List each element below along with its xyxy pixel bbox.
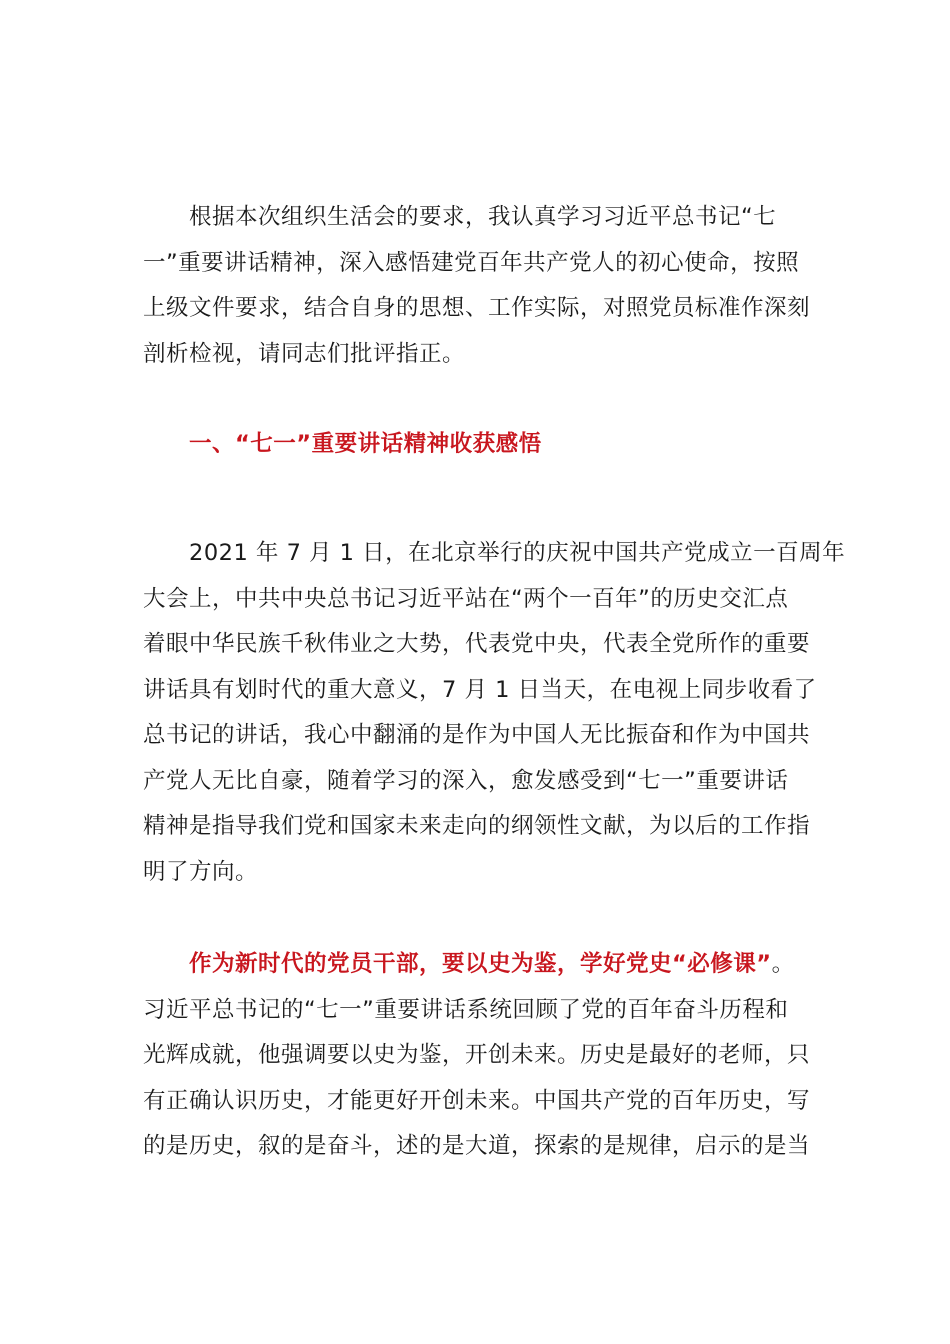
paragraph-line: 明了方向。: [143, 858, 259, 885]
paragraph-line: 精神是指导我们党和国家未来走向的纲领性文献，为以后的工作指: [143, 813, 811, 839]
paragraph-line: 总书记的讲话，我心中翻涌的是作为中国人无比振奋和作为中国共: [143, 722, 811, 748]
body-paragraph-1: [143, 531, 846, 895]
body-paragraph-2: [143, 942, 811, 1170]
intro-paragraph: [143, 195, 811, 377]
paragraph-line: 习近平总书记的“七一”重要讲话系统回顾了党的百年奋斗历程和: [143, 996, 789, 1023]
intro-line: 根据本次组织生活会的要求，我认真学习习近平总书记“七: [189, 204, 777, 230]
intro-line: 剖析检视，请同志们批评指正。: [143, 340, 466, 367]
highlight-end: 。: [771, 951, 795, 977]
intro-line: 一”重要讲话精神，深入感悟建党百年共产党人的初心使命，按照: [143, 249, 800, 276]
paragraph-line: 的是历史，叙的是奋斗，述的是大道，探索的是规律，启示的是当: [143, 1133, 811, 1159]
paragraph-line: 有正确认识历史，才能更好开创未来。中国共产党的百年历史，写: [143, 1087, 811, 1114]
section-heading: 一、“七一”重要讲话精神收获感悟: [189, 431, 542, 457]
paragraph-line: 讲话具有划时代的重大意义，7 月 1 日当天，在电视上同步收看了: [143, 676, 817, 703]
paragraph-line: 产党人无比自豪，随着学习的深入，愈发感受到“七一”重要讲话: [143, 767, 789, 794]
paragraph-line: 光辉成就，他强调要以史为鉴，开创未来。历史是最好的老师，只: [143, 1042, 811, 1068]
paragraph-line: 着眼中华民族千秋伟业之大势，代表党中央，代表全党所作的重要: [143, 631, 811, 657]
paragraph-line: 大会上，中共中央总书记习近平站在“两个一百年”的历史交汇点: [143, 585, 789, 612]
highlight-text: 作为新时代的党员干部，要以史为鉴，学好党史“必修课”: [189, 951, 772, 977]
intro-line: 上级文件要求，结合自身的思想、工作实际，对照党员标准作深刻: [143, 295, 811, 321]
paragraph-lead-line: [143, 942, 808, 988]
paragraph-line: 2021 年 7 月 1 日，在北京举行的庆祝中国共产党成立一百周年: [189, 540, 846, 566]
